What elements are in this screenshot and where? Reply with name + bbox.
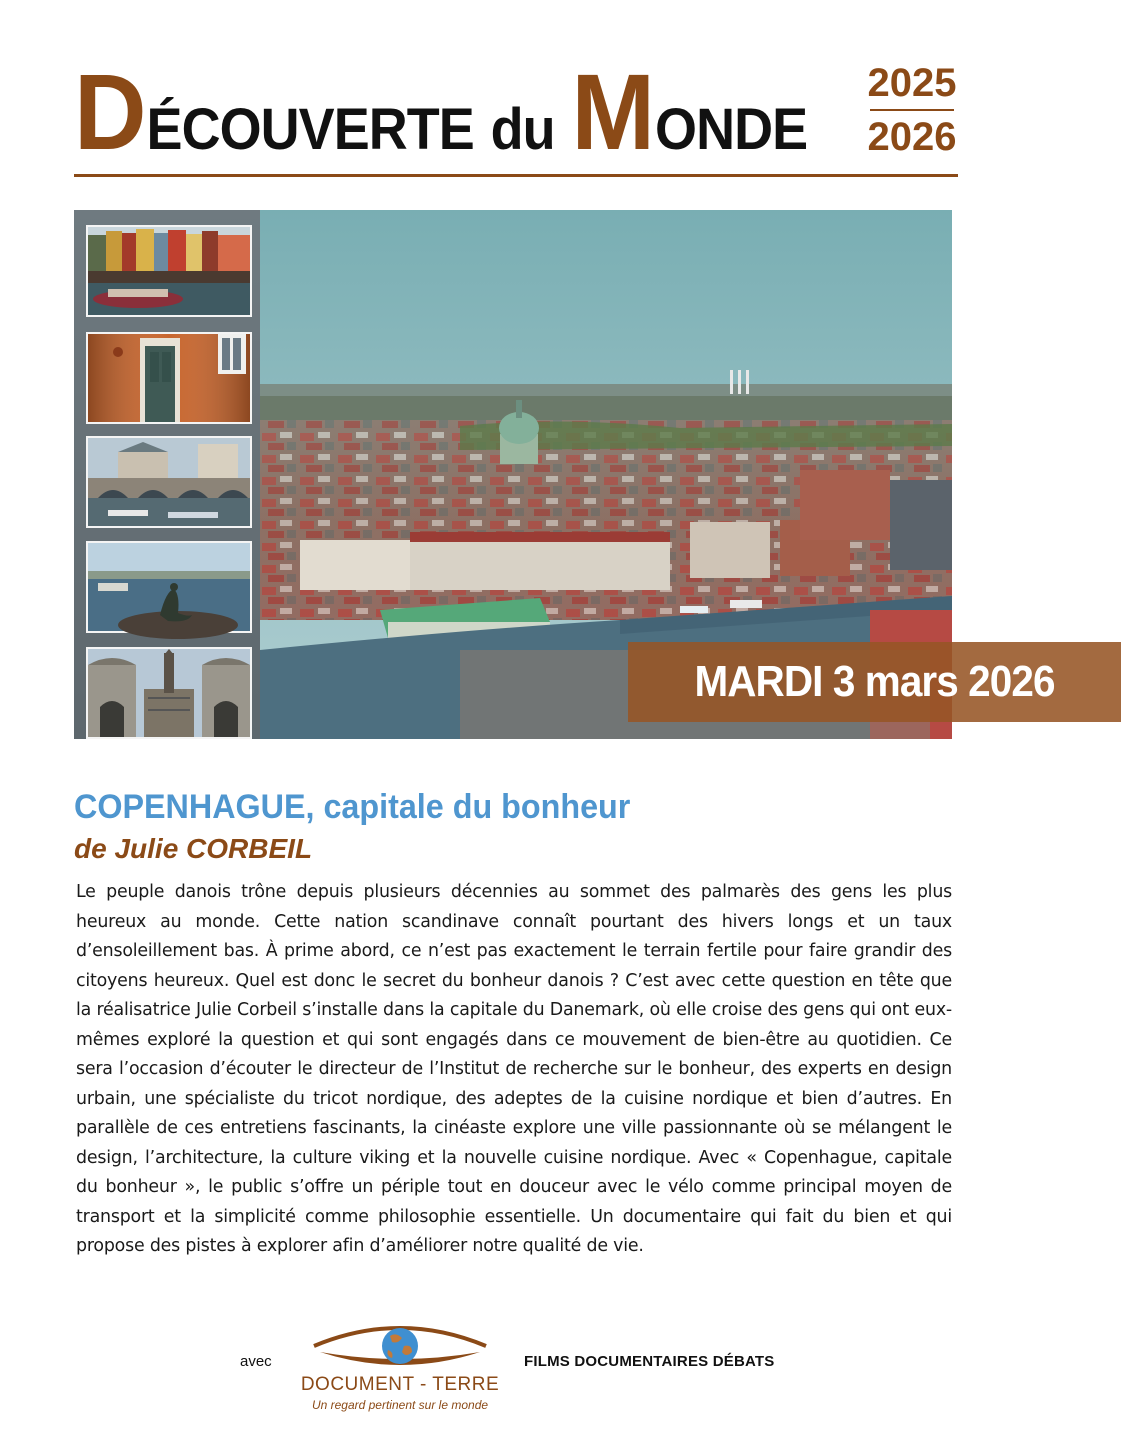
- orange-wall-door-photo: [86, 332, 252, 424]
- film-author: de Julie CORBEIL: [74, 833, 313, 864]
- eye-globe-logo-icon: [300, 1316, 500, 1376]
- title-word-du: du: [490, 97, 555, 162]
- date-banner: [628, 642, 1121, 722]
- header: [74, 52, 960, 182]
- title-word-onde: ONDE: [655, 97, 808, 162]
- footer-with-label: avec: [240, 1353, 272, 1370]
- season-end: 2026: [867, 115, 957, 159]
- copenhagen-aerial-view-photo: [260, 210, 1055, 739]
- season-years: [864, 60, 960, 160]
- stone-bridge-photo: [86, 436, 252, 528]
- palace-gate-photo: [86, 647, 252, 739]
- title-word-ecouverte: ÉCOUVERTE: [146, 97, 474, 162]
- series-title: [74, 51, 808, 176]
- film-title: COPENHAGUE, capitale du bonheur: [74, 788, 631, 826]
- logo-tagline: Un regard pertinent sur le monde: [311, 1398, 489, 1412]
- header-rule: [74, 174, 958, 177]
- title-letter-m: M: [571, 51, 656, 172]
- film-description: Le peuple danois trône depuis plusieurs décennies au sommet des palmarès des gens les plus heureux au monde. Cette nation scandinave connaît pourtant des hivers longs et un taux d’ensoleillement bas. À prime abord, ce n’est pas exactement le terrain fertile pour faire grandir des citoyens heureux. Quel est donc le secret du bonheur danois ? C’est avec cette question en tête que la réalisatrice Julie Corbeil s’installe dans la capitale du Danemark, où elle croise des gens qui ont eux-mêmes exploré la question et qui sont engagés dans ce mouvement de bien-être au quotidien. Ce sera l’occasion d’écouter le directeur de l’Institut de recherche sur le bonheur, des experts en design urbain, une spécialiste du tricot nordique, des adeptes de la cuisine nordique et bien d’autres. En parallèle de ces entretiens fascinants, la cinéaste explore une ville passionnante où se mélangent le design, l’architecture, la culture viking et la nouvelle cuisine nordique. Avec « Copenhague, capitale du bonheur », le public s’offre un périple tout en douceur avec le vélo comme principal moyen de transport et la simplicité comme philosophie essentielle. Un documentaire qui fait du bien et qui propose des pistes à explorer afin d’améliorer notre qualité de vie.: [76, 882, 952, 1256]
- season-start: 2025: [867, 61, 957, 105]
- little-mermaid-photo: [86, 541, 252, 633]
- title-letter-d: D: [74, 51, 147, 172]
- thumbnail-strip: [74, 210, 260, 739]
- footer-tagline: FILMS DOCUMENTAIRES DÉBATS: [524, 1353, 775, 1370]
- season-divider: [870, 109, 954, 111]
- logo-name: DOCUMENT - TERRE: [300, 1374, 500, 1395]
- document-terre-logo: [300, 1316, 500, 1416]
- nyhavn-harbor-photo: [86, 225, 252, 317]
- photo-panel: [74, 210, 1055, 739]
- event-date: MARDI 3 mars 2026: [694, 657, 1055, 706]
